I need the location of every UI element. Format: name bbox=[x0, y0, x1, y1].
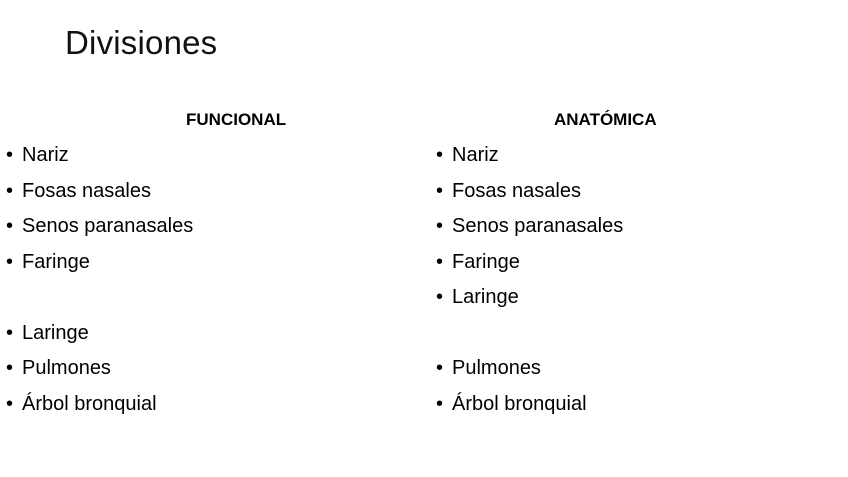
list-item-label: Laringe bbox=[22, 321, 89, 344]
list-item-label: Árbol bronquial bbox=[452, 392, 587, 415]
list-item-label: Nariz bbox=[22, 144, 69, 166]
list-item-label: Pulmones bbox=[22, 357, 111, 379]
list-item-label: Senos paranasales bbox=[22, 215, 194, 237]
bullet-list-funcional bbox=[6, 138, 406, 422]
list-item bbox=[436, 174, 836, 210]
list-item bbox=[6, 174, 406, 210]
bullet-icon: • bbox=[6, 250, 14, 273]
bullet-icon: • bbox=[436, 144, 444, 166]
list-item-label: Pulmones bbox=[452, 357, 541, 379]
list-spacer bbox=[6, 280, 406, 316]
list-item bbox=[6, 351, 406, 387]
bullet-icon: • bbox=[6, 215, 14, 237]
bullet-icon: • bbox=[436, 215, 444, 237]
list-item bbox=[6, 138, 406, 174]
bullet-icon: • bbox=[436, 250, 444, 273]
column-funcional bbox=[6, 108, 406, 422]
list-item bbox=[6, 209, 406, 245]
column-heading-funcional: FUNCIONAL bbox=[186, 110, 287, 129]
list-item bbox=[6, 316, 406, 352]
list-item bbox=[436, 209, 836, 245]
list-item bbox=[436, 138, 836, 174]
bullet-icon: • bbox=[436, 392, 444, 415]
list-item bbox=[436, 280, 836, 316]
bullet-icon: • bbox=[6, 144, 14, 166]
list-item bbox=[436, 387, 836, 423]
bullet-icon: • bbox=[436, 179, 444, 202]
list-item-label: Árbol bronquial bbox=[22, 392, 157, 415]
bullet-icon: • bbox=[6, 179, 14, 202]
bullet-icon: • bbox=[436, 286, 444, 308]
list-item-label: Nariz bbox=[452, 144, 499, 166]
slide-title: Divisiones bbox=[65, 24, 218, 61]
list-item-label: Fosas nasales bbox=[452, 179, 581, 202]
list-item-label: Senos paranasales bbox=[452, 215, 624, 237]
list-item-label: Laringe bbox=[452, 286, 519, 308]
bullet-icon: • bbox=[6, 321, 14, 344]
list-item-label: Faringe bbox=[452, 250, 520, 273]
list-item bbox=[436, 351, 836, 387]
list-item-label: Faringe bbox=[22, 250, 90, 273]
list-item bbox=[6, 387, 406, 423]
bullet-icon: • bbox=[436, 357, 444, 379]
list-spacer bbox=[436, 316, 836, 352]
column-anatomica bbox=[436, 108, 836, 422]
bullet-list-anatomica bbox=[436, 138, 836, 422]
column-heading-anatomica: ANATÓMICA bbox=[554, 110, 657, 129]
list-item-label: Fosas nasales bbox=[22, 179, 151, 202]
list-item bbox=[436, 245, 836, 281]
bullet-icon: • bbox=[6, 357, 14, 379]
list-item bbox=[6, 245, 406, 281]
bullet-icon: • bbox=[6, 392, 14, 415]
